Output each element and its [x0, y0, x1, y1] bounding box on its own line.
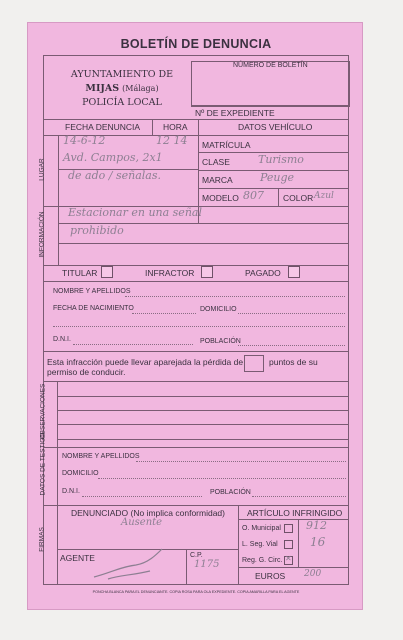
issuer-line3: POLICÍA LOCAL: [82, 97, 162, 108]
issuer-town: MIJAS: [85, 83, 120, 94]
fecha-value: 14-6-12: [63, 134, 106, 147]
issuer-line1: AYUNTAMIENTO DE: [70, 69, 174, 80]
o-municipal-label: O. Municipal: [242, 525, 281, 532]
fecha-label: FECHA DENUNCIA: [65, 122, 141, 132]
testigo-nombre-label: NOMBRE Y APELLIDOS: [62, 453, 140, 460]
euros-value: 200: [304, 569, 322, 579]
testigo-poblacion-label: POBLACIÓN: [210, 489, 251, 496]
perdida-text-1: Esta infracción puede llevar aparejada la pérdida de: [47, 357, 244, 367]
informacion-line2: prohibido: [70, 224, 124, 237]
poblacion-label: POBLACIÓN: [200, 338, 241, 345]
expediente-label: Nº DE EXPEDIENTE: [195, 108, 275, 118]
testigo-dni-label: D.N.I.: [62, 488, 80, 495]
puntos-box[interactable]: [244, 355, 264, 372]
euros-label: EUROS: [255, 571, 286, 581]
titular-label: TITULAR: [62, 268, 98, 278]
pagado-checkbox[interactable]: [288, 266, 300, 278]
issuer-block: [58, 68, 186, 110]
informacion-label: INFORMACIÓN: [38, 211, 46, 258]
modelo-label: MODELO: [202, 193, 239, 203]
infractor-checkbox[interactable]: [201, 266, 213, 278]
cp-value: 1175: [194, 559, 220, 570]
titular-checkbox[interactable]: [101, 266, 113, 278]
cp-label: C.P.: [190, 552, 203, 559]
color-value: Azul: [314, 191, 334, 201]
o-municipal-checkbox[interactable]: [284, 524, 293, 533]
perdida-text-2: puntos de su: [269, 357, 318, 367]
domicilio-label: DOMICILIO: [200, 306, 237, 313]
agente-label: AGENTE: [60, 553, 95, 563]
reg-g-circ-label: Reg. G. Circ.: [242, 557, 283, 564]
infractor-label: INFRACTOR: [145, 268, 195, 278]
articulo-value-2: 16: [310, 535, 326, 549]
marca-value: Peuge: [260, 171, 295, 184]
denunciado-label: DENUNCIADO (No implica conformidad): [71, 508, 225, 518]
firmas-label: FIRMAS: [38, 527, 46, 552]
testigo-label: DATOS DE TESTIGO: [39, 432, 47, 496]
articulo-label: ARTÍCULO INFRINGIDO: [247, 508, 343, 518]
vehiculo-label: DATOS VEHÍCULO: [238, 122, 313, 132]
clase-value: Turismo: [258, 153, 304, 166]
observaciones-label: OBSERVACIONES: [39, 383, 47, 440]
matricula-label: MATRÍCULA: [202, 140, 251, 150]
dni-label: D.N.I.: [53, 336, 71, 343]
marca-label: MARCA: [202, 175, 233, 185]
l-seg-vial-label: L. Seg. Vial: [242, 541, 278, 548]
footer-note: PONCHA BLANCA PARA EL DENUNCIANTE. COPIA ROSA PARA OLA EXPEDIENTE. COPIA AMARILLA PARA EL AGENTE: [92, 590, 300, 594]
articulo-value-1: 912: [306, 519, 327, 532]
clase-label: CLASE: [202, 157, 230, 167]
lugar-label: LUGAR: [38, 158, 46, 181]
issuer-province: (Málaga): [122, 84, 159, 93]
nombre-label: NOMBRE Y APELLIDOS: [53, 288, 131, 295]
form-title: BOLETÍN DE DENUNCIA: [120, 37, 272, 51]
denuncia-ticket: [27, 22, 363, 610]
pagado-label: PAGADO: [245, 268, 281, 278]
l-seg-vial-checkbox[interactable]: [284, 540, 293, 549]
informacion-line1: Estacionar en una señal: [68, 206, 202, 219]
agente-signature: [90, 545, 168, 583]
hora-value: 12 14: [156, 134, 188, 147]
perdida-text-3: permiso de conducir.: [47, 367, 126, 377]
modelo-value: 807: [243, 189, 264, 202]
boletin-number-label: NÚMERO DE BOLETÍN: [233, 62, 308, 69]
lugar-line2: de ado / señalas.: [68, 169, 161, 182]
reg-g-circ-check-mark: ✕: [285, 554, 292, 563]
nacimiento-label: FECHA DE NACIMIENTO: [53, 305, 134, 312]
testigo-domicilio-label: DOMICILIO: [62, 470, 99, 477]
denunciado-value: Ausente: [121, 517, 163, 528]
hora-label: HORA: [163, 122, 188, 132]
color-label: COLOR: [283, 193, 314, 203]
lugar-line1: Avd. Campos, 2x1: [63, 151, 163, 164]
